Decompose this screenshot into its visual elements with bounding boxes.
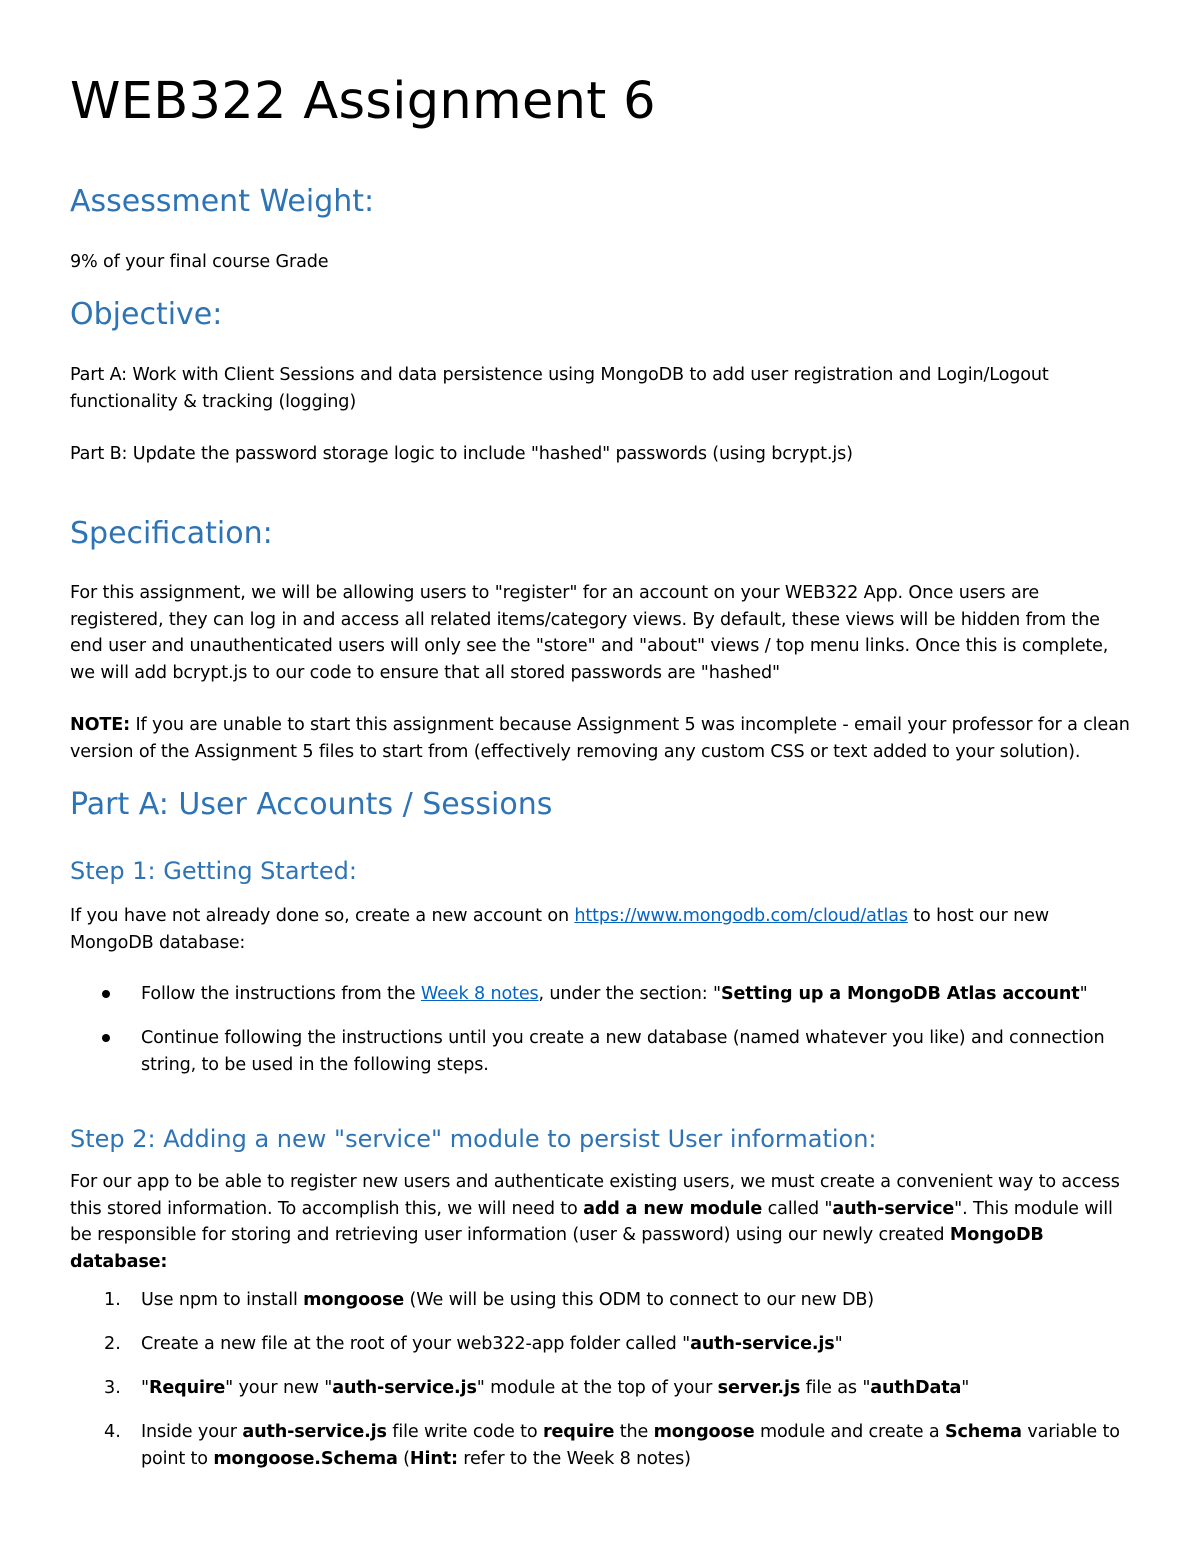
item-text: (We will be using this ODM to connect to our new DB) xyxy=(404,1290,875,1310)
list-number: 2. xyxy=(104,1334,121,1354)
item-text: file as " xyxy=(800,1378,871,1398)
assessment-heading: Assessment Weight: xyxy=(70,184,375,219)
week8-notes-link[interactable]: Week 8 notes xyxy=(420,984,539,1004)
step2-bold-1: add a new module xyxy=(583,1198,763,1219)
item-text: file write code to xyxy=(386,1422,543,1442)
specification-text: For this assignment, we will be allowing users to "register" for an account on your WEB322 App. Once users are registered, they can log in and access all related items/category views. By default, these views will be hidden from the end user and unauthenticated users will only see the "store" and "about" views / top menu links. Once this is complete, we will add bcrypt.js to our code to ensure that all stored passwords are "hashed" xyxy=(70,583,1109,683)
note-label: NOTE: xyxy=(70,715,130,735)
item-bold: mongoose xyxy=(653,1422,755,1442)
item-bold: auth-service.js xyxy=(332,1378,477,1398)
item-bold: mongoose.Schema xyxy=(213,1448,398,1469)
objective-part-a: Part A: Work with Client Sessions and data persistence using MongoDB to add user registration and Login/Logout functionality & tracking (logging) xyxy=(70,365,1049,412)
objective-heading: Objective: xyxy=(70,297,223,332)
bullet-icon xyxy=(102,1034,110,1042)
step1-intro xyxy=(70,903,1130,956)
bullet-icon xyxy=(102,990,110,998)
list-item xyxy=(141,1287,1131,1314)
item-text: " xyxy=(834,1334,843,1354)
mongodb-atlas-link[interactable]: https://www.mongodb.com/cloud/atlas xyxy=(574,906,908,926)
item-text: the xyxy=(614,1422,654,1442)
item-text: " xyxy=(141,1378,149,1398)
item-bold: Require xyxy=(148,1378,226,1398)
item-bold: Hint: xyxy=(409,1448,458,1469)
item-text: module and create a xyxy=(754,1422,945,1442)
list-number: 1. xyxy=(104,1290,121,1310)
assessment-text: 9% of your final course Grade xyxy=(70,252,329,272)
specification-note xyxy=(70,712,1130,765)
objective-part-b: Part B: Update the password storage logic to include "hashed" passwords (using bcrypt.js) xyxy=(70,444,853,464)
bullet1-text: Follow the instructions from the xyxy=(141,984,421,1004)
item-bold: Schema xyxy=(945,1422,1022,1442)
list-item xyxy=(141,1331,1131,1358)
item-bold: auth-service.js xyxy=(690,1334,835,1354)
step1-intro-text-end: to host our new MongoDB database: xyxy=(70,906,1049,953)
step1-bullet-1 xyxy=(141,981,1131,1008)
step1-intro-text: If you have not already done so, create a new account on xyxy=(70,906,575,926)
list-number: 4. xyxy=(104,1422,121,1442)
list-item xyxy=(141,1375,1131,1402)
item-text: Create a new file at the root of your web322-app folder called " xyxy=(141,1334,691,1354)
item-bold: auth-service.js xyxy=(242,1422,387,1442)
bullet1-section-name: Setting up a MongoDB Atlas account xyxy=(720,984,1080,1004)
note-text: If you are unable to start this assignment because Assignment 5 was incomplete - email your professor for a clean version of the Assignment 5 files to start from (effectively removing any custom CSS or text added to your solution). xyxy=(70,715,1130,762)
page-title: WEB322 Assignment 6 xyxy=(70,72,656,131)
item-bold: require xyxy=(542,1422,615,1442)
list-number: 3. xyxy=(104,1378,121,1398)
item-text: Inside your xyxy=(141,1422,243,1442)
part-a-heading: Part A: User Accounts / Sessions xyxy=(70,787,553,822)
item-text: " module at the top of your xyxy=(476,1378,718,1398)
item-bold: server.js xyxy=(717,1378,801,1398)
step2-heading: Step 2: Adding a new "service" module to persist User information: xyxy=(70,1125,877,1153)
item-text: " xyxy=(961,1378,970,1398)
item-text: ( xyxy=(397,1448,410,1469)
item-text: variable to point to xyxy=(141,1422,1120,1469)
step2-intro-text: For our app to be able to register new users and authenticate existing users, we must create a convenient way to access this stored information. To accomplish this, we will need to xyxy=(70,1172,1120,1219)
step1-bullet-2: Continue following the instructions until you create a new database (named whatever you like) and connection string, to be used in the following steps. xyxy=(141,1028,1105,1075)
item-text: refer to the Week 8 notes) xyxy=(457,1448,691,1469)
step1-heading: Step 1: Getting Started: xyxy=(70,857,357,885)
item-text: Use npm to install xyxy=(141,1290,304,1310)
step2-bold-3: MongoDB database: xyxy=(70,1225,1044,1272)
step2-bold-2: auth-service xyxy=(832,1198,955,1219)
bullet1-end: " xyxy=(1079,984,1088,1004)
bullet1-mid: , under the section: " xyxy=(538,984,721,1004)
step2-intro-text-3: ". This module will be responsible for storing and retrieving user information (user & password) using our newly created xyxy=(70,1198,1113,1245)
item-bold: authData xyxy=(870,1378,962,1398)
list-item xyxy=(141,1419,1131,1472)
item-bold: mongoose xyxy=(303,1290,405,1310)
step2-intro xyxy=(70,1169,1130,1275)
item-text: " your new " xyxy=(225,1378,333,1398)
specification-heading: Specification: xyxy=(70,516,273,551)
step2-intro-text-2: called " xyxy=(762,1198,833,1219)
